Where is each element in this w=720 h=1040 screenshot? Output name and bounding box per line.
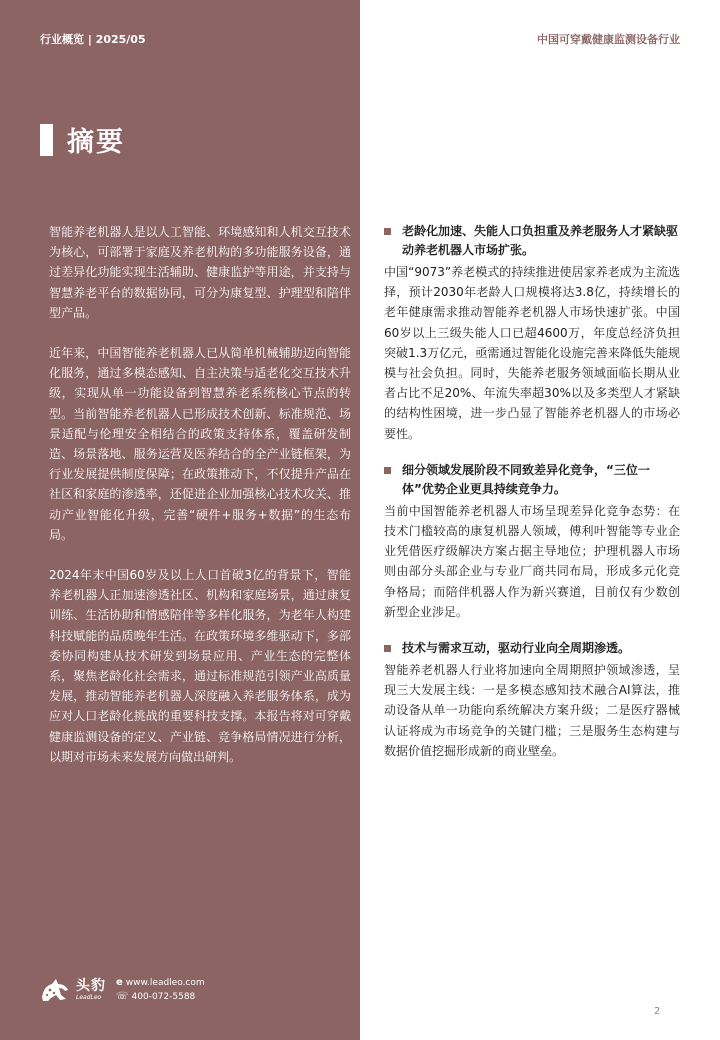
- summary-text: [49, 222, 351, 787]
- logo-wordmark: [76, 978, 106, 1002]
- page-title-block: [40, 120, 125, 159]
- logo-english-name: LeadLeo: [76, 994, 102, 1001]
- phone-icon: ☏: [116, 991, 129, 1002]
- square-bullet-icon: [384, 228, 391, 235]
- finding-title: 技术与需求互动，驱动行业向全周期渗透。: [402, 641, 631, 656]
- footer-brand: [40, 976, 205, 1004]
- finding-title: 细分领域发展阶段不同致差异化竞争，“三位一体”优势企业更具持续竞争力。: [402, 462, 650, 496]
- summary-paragraph: 近年来，中国智能养老机器人已从简单机械辅助迈向智能化服务，通过多模态感知、自主决策与适老化交互技术升级，实现从单一功能设备到智慧养老系统核心节点的转型。当前智能养老机器人已形成技术创新、标准规范、场景适配与伦理安全相结合的政策支持体系，覆盖研发制造、场景落地、服务运营及医养结合的全产业链框架，为行业发展提供制度保障；在政策推动下，不仅提升产品在社区和家庭的渗透率，还促进企业加强核心技术攻关、推动产业智能化升级，完善“硬件+服务+数据”的生态布局。: [49, 346, 351, 542]
- key-findings: [384, 222, 680, 778]
- title-accent-bar: [40, 124, 53, 156]
- finding-heading: [384, 461, 680, 499]
- page-title: 摘要: [67, 127, 125, 158]
- finding-body: 当前中国智能养老机器人市场呈现差异化竞争态势：在技术门槛较高的康复机器人领域，傅利叶智能等专业企业凭借医疗级解决方案占据主导地位；护理机器人市场则由部分头部企业与专业厂商共同布局，形成多元化竞争格局；而陪伴机器人作为新兴赛道，目前仅有少数创新型企业涉足。: [384, 503, 680, 619]
- page-number: 2: [654, 1006, 661, 1017]
- website-row: [116, 976, 205, 990]
- finding-section: [384, 222, 680, 444]
- finding-body: 中国“9073”养老模式的持续推进使居家养老成为主流选择，预计2030年老龄人口规模将达3.8亿，持续增长的老年健康需求推动智能养老机器人市场快速扩张。中国60岁以上三级失能人口已超4600万，年度总经济负担突破1.3万亿元，亟需通过智能化设施完善来降低失能规模与社会负担。同时，失能养老服务领域面临长期从业者占比不足20%、年流失率超30%以及多类型人才紧缺的结构性困境，进一步凸显了智能养老机器人的市场必要性。: [384, 265, 680, 441]
- report-category-date: 行业概览 | 2025/05: [40, 33, 146, 46]
- finding-title: 老龄化加速、失能人口负担重及养老服务人才紧缺驱动养老机器人市场扩张。: [402, 224, 679, 257]
- logo-chinese-name: 头豹: [76, 978, 106, 994]
- report-industry-title: 中国可穿戴健康监测设备行业: [537, 33, 680, 46]
- finding-body: 智能养老机器人行业将加速向全周期照护领域渗透，呈现三大发展主线：一是多模态感知技术融合AI算法，推动设备从单一功能向系统解决方案升级；二是医疗器械认证将成为市场竞争的关键门槛；三是服务生态构建与数据价值挖掘形成新的商业壁垒。: [384, 663, 680, 758]
- website-link[interactable]: www.leadleo.com: [125, 978, 205, 988]
- phone-number: 400-072-5588: [131, 992, 196, 1002]
- web-icon: e: [116, 977, 123, 988]
- finding-section: [384, 461, 680, 622]
- finding-heading: [384, 222, 680, 260]
- square-bullet-icon: [384, 645, 391, 652]
- square-bullet-icon: [384, 467, 391, 474]
- finding-heading: [384, 639, 680, 658]
- phone-row: [116, 990, 205, 1004]
- summary-paragraph: 2024年末中国60岁及以上人口首破3亿的背景下，智能养老机器人正加速渗透社区、机构和家庭场景，通过康复训练、生活协助和情感陪伴等多样化服务，为老年人构建科技赋能的品质晚年生活。在政策环境多维驱动下，多部委协同构建从技术研发到场景应用、产业生态的完整体系，聚焦老龄化社会需求，通过标准规范引领产业高质量发展，推动智能养老机器人深度融入养老服务体系，成为应对人口老龄化挑战的重要科技支撑。本报告将对可穿戴健康监测设备的定义、产业链、竞争格局情况进行分析，以期对市场未来发展方向做出研判。: [49, 568, 351, 764]
- contact-info: [116, 976, 205, 1004]
- leopard-logo-icon: [40, 977, 70, 1003]
- finding-section: [384, 639, 680, 761]
- summary-paragraph: 智能养老机器人是以人工智能、环境感知和人机交互技术为核心，可部署于家庭及养老机构的多功能服务设备，通过差异化功能实现生活辅助、健康监护等用途，并支持与智慧养老平台的数据协同，可分为康复型、护理型和陪伴型产品。: [49, 225, 351, 320]
